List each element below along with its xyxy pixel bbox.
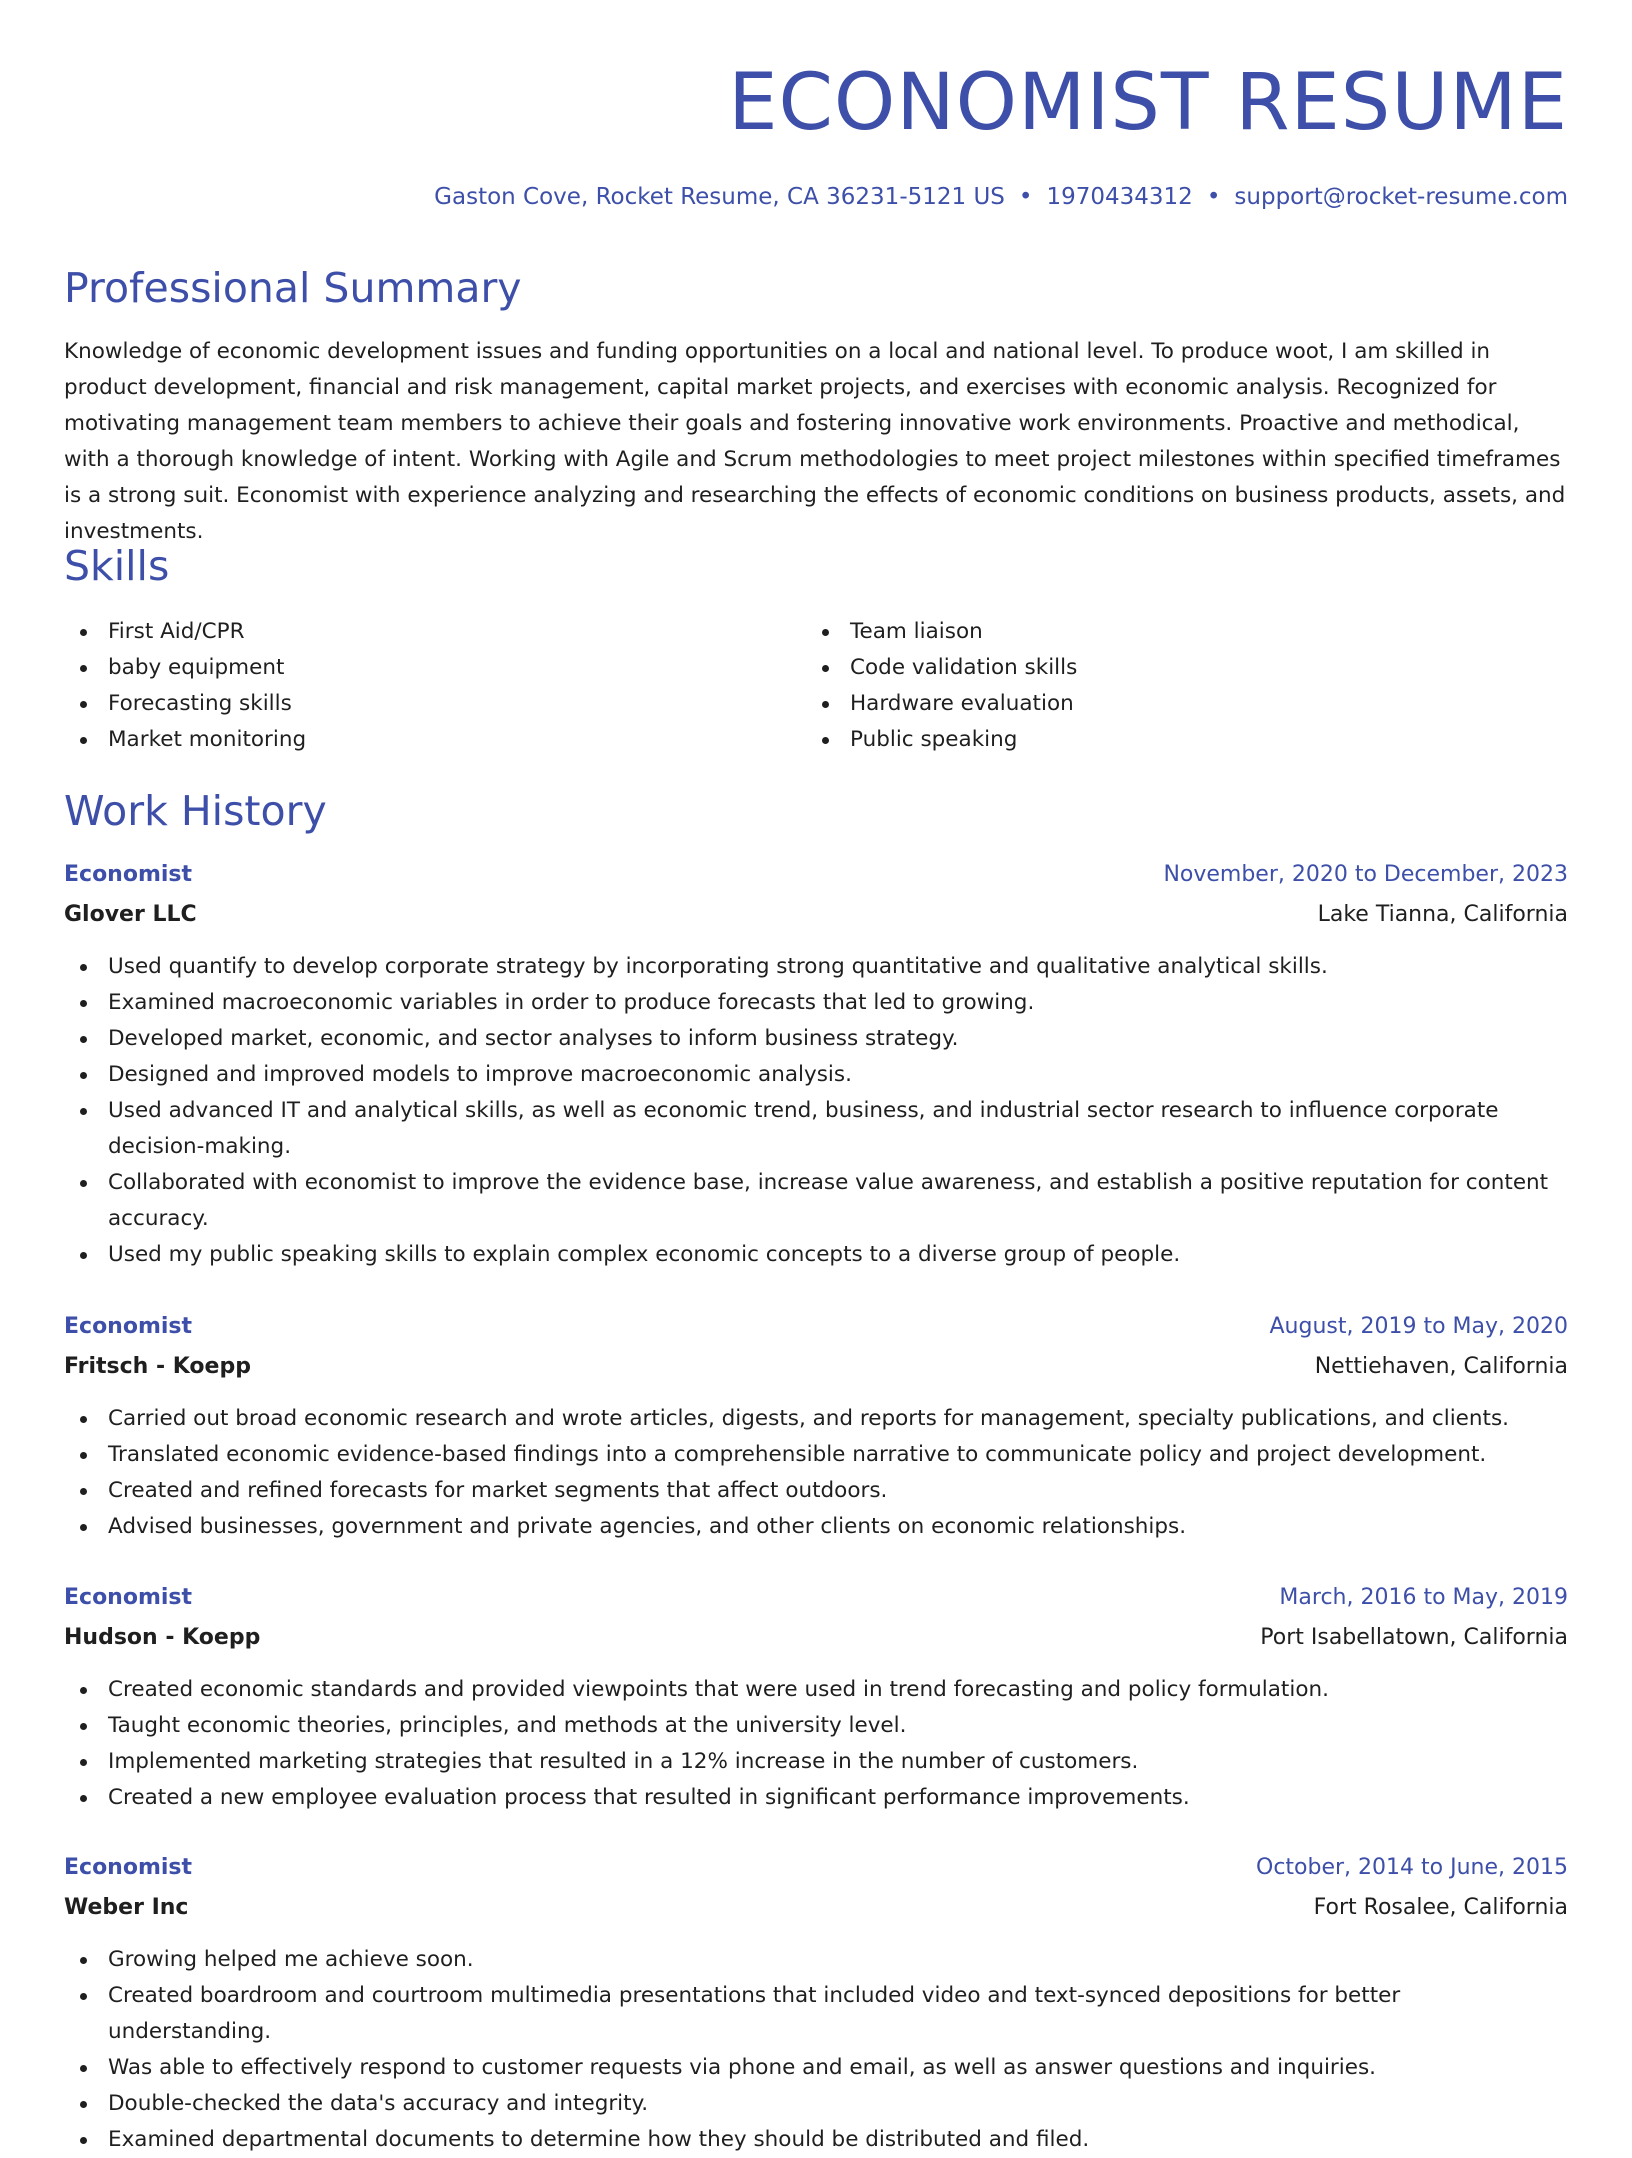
list-item: Designed and improved models to improve macroeconomic analysis.	[64, 1057, 1568, 1093]
job-company-row	[64, 1349, 1568, 1389]
job-company-row	[64, 1890, 1568, 1930]
skills-right-column	[806, 614, 1546, 758]
job-company-row	[64, 897, 1568, 937]
contact-separator: •	[1206, 184, 1221, 210]
list-item: Implemented marketing strategies that resulted in a 12% increase in the number of customers.	[64, 1744, 1568, 1780]
summary-text: Knowledge of economic development issues and funding opportunities on a local and national level. To produce woot, I am skilled in product development, financial and risk management, capital market projects, and exercises with economic analysis. Recognized for motivating management team members to achieve their goals and fostering innovative work environments. Proactive and methodical, with a thorough knowledge of intent. Working with Agile and Scrum methodologies to meet project milestones within specified timeframes is a strong suit. Economist with experience analyzing and researching the effects of economic conditions on business products, assets, and investments.	[64, 339, 1566, 544]
list-item: Forecasting skills	[64, 686, 804, 722]
list-item: Taught economic theories, principles, and methods at the university level.	[64, 1708, 1568, 1744]
list-item: Collaborated with economist to improve the evidence base, increase value awareness, and establish a positive reputation for content accuracy.	[64, 1165, 1568, 1237]
list-item: Examined macroeconomic variables in order to produce forecasts that led to growing.	[64, 985, 1568, 1021]
job-company: Fritsch - Koepp	[64, 1354, 251, 1379]
contact-address: Gaston Cove, Rocket Resume, CA 36231-5121 US	[434, 184, 1005, 210]
list-item: Carried out broad economic research and wrote articles, digests, and reports for management, specialty publications, and clients.	[64, 1401, 1568, 1437]
list-item: Used my public speaking skills to explain complex economic concepts to a diverse group of people.	[64, 1237, 1568, 1273]
list-item: Public speaking	[806, 722, 1546, 758]
job-dates: November, 2020 to December, 2023	[1163, 862, 1568, 887]
job-dates: March, 2016 to May, 2019	[1279, 1585, 1568, 1610]
job-company: Hudson - Koepp	[64, 1625, 261, 1650]
list-item: Developed market, economic, and sector analyses to inform business strategy.	[64, 1021, 1568, 1057]
job-bullets	[64, 1942, 1568, 2158]
list-item: Created a new employee evaluation process that resulted in significant performance improvements.	[64, 1780, 1568, 1816]
list-item: Used advanced IT and analytical skills, as well as economic trend, business, and industrial sector research to influence corporate decision-making.	[64, 1093, 1568, 1165]
job-title-row	[64, 1850, 1568, 1890]
job-entry	[64, 1580, 1568, 1816]
work-history-heading: Work History	[64, 787, 327, 835]
job-title: Economist	[64, 862, 193, 887]
list-item: Was able to effectively respond to customer requests via phone and email, as well as answer questions and inquiries.	[64, 2050, 1568, 2086]
contact-email[interactable]: support@rocket-resume.com	[1234, 184, 1568, 210]
list-item: Created economic standards and provided viewpoints that were used in trend forecasting and policy formulation.	[64, 1672, 1568, 1708]
job-title: Economist	[64, 1314, 193, 1339]
job-bullets	[64, 1401, 1568, 1545]
contact-line	[434, 182, 1568, 212]
job-bullets	[64, 949, 1568, 1273]
job-title-row	[64, 1580, 1568, 1620]
job-bullets	[64, 1672, 1568, 1816]
job-title-row	[64, 1309, 1568, 1349]
job-company: Glover LLC	[64, 902, 197, 927]
job-location: Nettiehaven, California	[1314, 1354, 1568, 1379]
list-item: Code validation skills	[806, 650, 1546, 686]
job-company-row	[64, 1620, 1568, 1660]
list-item: Examined departmental documents to determine how they should be distributed and filed.	[64, 2122, 1568, 2158]
job-title: Economist	[64, 1585, 193, 1610]
contact-separator: •	[1018, 184, 1033, 210]
resume-title: ECONOMIST RESUME	[728, 58, 1568, 148]
skills-heading: Skills	[64, 542, 170, 590]
job-location: Lake Tianna, California	[1317, 902, 1568, 927]
job-company: Weber Inc	[64, 1895, 189, 1920]
job-title-row	[64, 857, 1568, 897]
list-item: Translated economic evidence-based findings into a comprehensible narrative to communicate policy and project development.	[64, 1437, 1568, 1473]
list-item: baby equipment	[64, 650, 804, 686]
job-entry	[64, 1309, 1568, 1545]
list-item: Growing helped me achieve soon.	[64, 1942, 1568, 1978]
skills-list-left	[64, 614, 804, 758]
list-item: Advised businesses, government and private agencies, and other clients on economic relationships.	[64, 1509, 1568, 1545]
list-item: Hardware evaluation	[806, 686, 1546, 722]
summary-heading: Professional Summary	[64, 264, 522, 312]
list-item: Market monitoring	[64, 722, 804, 758]
job-title: Economist	[64, 1855, 193, 1880]
contact-phone[interactable]: 1970434312	[1046, 184, 1193, 210]
list-item: Created boardroom and courtroom multimedia presentations that included video and text-synced depositions for better understanding.	[64, 1978, 1568, 2050]
list-item: Used quantify to develop corporate strategy by incorporating strong quantitative and qualitative analytical skills.	[64, 949, 1568, 985]
skills-left-column	[64, 614, 804, 758]
job-location: Fort Rosalee, California	[1313, 1895, 1568, 1920]
job-dates: October, 2014 to June, 2015	[1256, 1855, 1568, 1880]
list-item: First Aid/CPR	[64, 614, 804, 650]
list-item: Created and refined forecasts for market segments that affect outdoors.	[64, 1473, 1568, 1509]
list-item: Team liaison	[806, 614, 1546, 650]
job-entry	[64, 857, 1568, 1273]
job-dates: August, 2019 to May, 2020	[1269, 1314, 1568, 1339]
job-location: Port Isabellatown, California	[1260, 1625, 1568, 1650]
skills-list-right	[806, 614, 1546, 758]
list-item: Double-checked the data's accuracy and integrity.	[64, 2086, 1568, 2122]
